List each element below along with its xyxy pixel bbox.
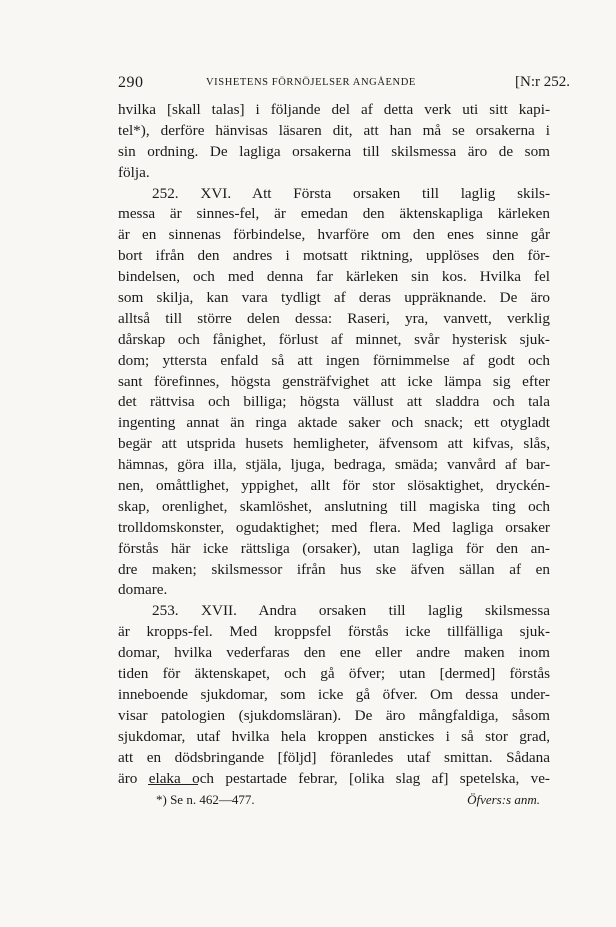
- text-line: tiden för äktenskapet, och gå öfver; utan [dermed] förstås: [118, 665, 550, 683]
- section-252-heading-line: 252. XVI. Att Första orsaken till laglig skils-: [152, 184, 550, 202]
- text-line: äro elaka och pestartade febrar, [olika slag af] spetelska, ve-: [118, 769, 550, 787]
- footnote-divider: [148, 784, 198, 785]
- footnote: [148, 792, 550, 812]
- text-line: förstås här icke rättsliga (orsaker), utan lagliga för den an-: [118, 539, 550, 557]
- text-line: hvilka [skall talas] i följande del af detta verk uti sitt kapi-: [118, 101, 550, 118]
- text-line: dre maken; skilsmessor ifrån hus ske äfven sällan af en: [118, 560, 550, 578]
- text-line: sin ordning. De lagliga orsakerna till skilsmessa äro de som: [118, 142, 550, 160]
- footnote-text: *) Se n. 462—477.: [156, 792, 255, 807]
- text-line: ingenting annat än ringa aktade saker och snack; ett otygladt: [118, 414, 550, 432]
- text-line: att en dödsbringande [följd] föranledes utaf smittan. Sådana: [118, 748, 550, 766]
- text-line: domare.: [118, 581, 168, 599]
- text-line: tel*), derföre hänvisas läsaren dit, att han må se orsakerna i: [118, 121, 550, 139]
- text-line: som skilja, kan vara tydligt af deras uppräknande. De äro: [118, 289, 550, 307]
- text-line: är kropps-fel. Med kroppsfel förstås icke tillfälliga sjuk-: [118, 623, 550, 641]
- section-253-heading-line: 253. XVII. Andra orsaken till laglig skilsmessa: [152, 602, 550, 620]
- text-line: messa är sinnes-fel, är emedan den äktenskapliga kärleken: [118, 205, 550, 223]
- text-line: inneboende sjukdomar, som icke gå öfver. Om dessa under-: [118, 685, 550, 703]
- text-line: sant förefinnes, högsta gensträfvighet att icke lämpa sig efter: [118, 372, 550, 390]
- text-line: hämnas, göra illa, stjäla, ljuga, bedraga, smäda; vanvård af bar-: [118, 456, 550, 474]
- text-line: domar, hvilka vederfaras den ene eller andre maken inom: [118, 644, 550, 662]
- translator-note: Öfvers:s anm.: [467, 792, 540, 807]
- text-line: bort ifrån den andres i motsatt riktning, upplöses den för-: [118, 247, 550, 265]
- text-line: trolldomskonster, ogudaktighet; med flera. Med lagliga orsaker: [118, 518, 550, 536]
- section-reference: [N:r 252.: [515, 74, 570, 90]
- running-title: VISHETENS FÖRNÖJELSER ANGÅENDE: [206, 77, 416, 88]
- text-line: dom; yttersta enfald så att ingen förnimmelse af godt och: [118, 351, 550, 369]
- text-line: begär att utsprida husets hemligheter, äfvensom att kifvas, slås,: [118, 435, 550, 453]
- text-line: alltså till större delen dessa: Raseri, yra, vanvett, verklig: [118, 309, 550, 327]
- text-line: det rättvisa och billiga; högsta vällust att sladdra och tala: [118, 393, 550, 411]
- text-line: nen, omåttlighet, yppighet, allt för stor slösaktighet, dryckén-: [118, 477, 550, 495]
- text-line: visar patologien (sjukdomsläran). De äro mångfaldiga, såsom: [118, 706, 550, 724]
- page-header: [118, 74, 570, 96]
- text-line: följa.: [118, 163, 150, 181]
- text-line: bindelsen, och med denna far kärleken sin kos. Hvilka fel: [118, 268, 550, 286]
- page-number: 290: [118, 74, 144, 91]
- body-text: [118, 100, 550, 789]
- text-line: är en sinnenas förbindelse, hvarföre om den enes sinne går: [118, 226, 550, 244]
- text-line: skap, orenlighet, skamlöshet, anslutning till magiska ting och: [118, 497, 550, 515]
- text-line: dårskap och fånighet, förlust af minnet, svår hysterisk sjuk-: [118, 330, 550, 348]
- text-line: sjukdomar, utaf hvilka hela kroppen anstickes i så stor grad,: [118, 727, 550, 745]
